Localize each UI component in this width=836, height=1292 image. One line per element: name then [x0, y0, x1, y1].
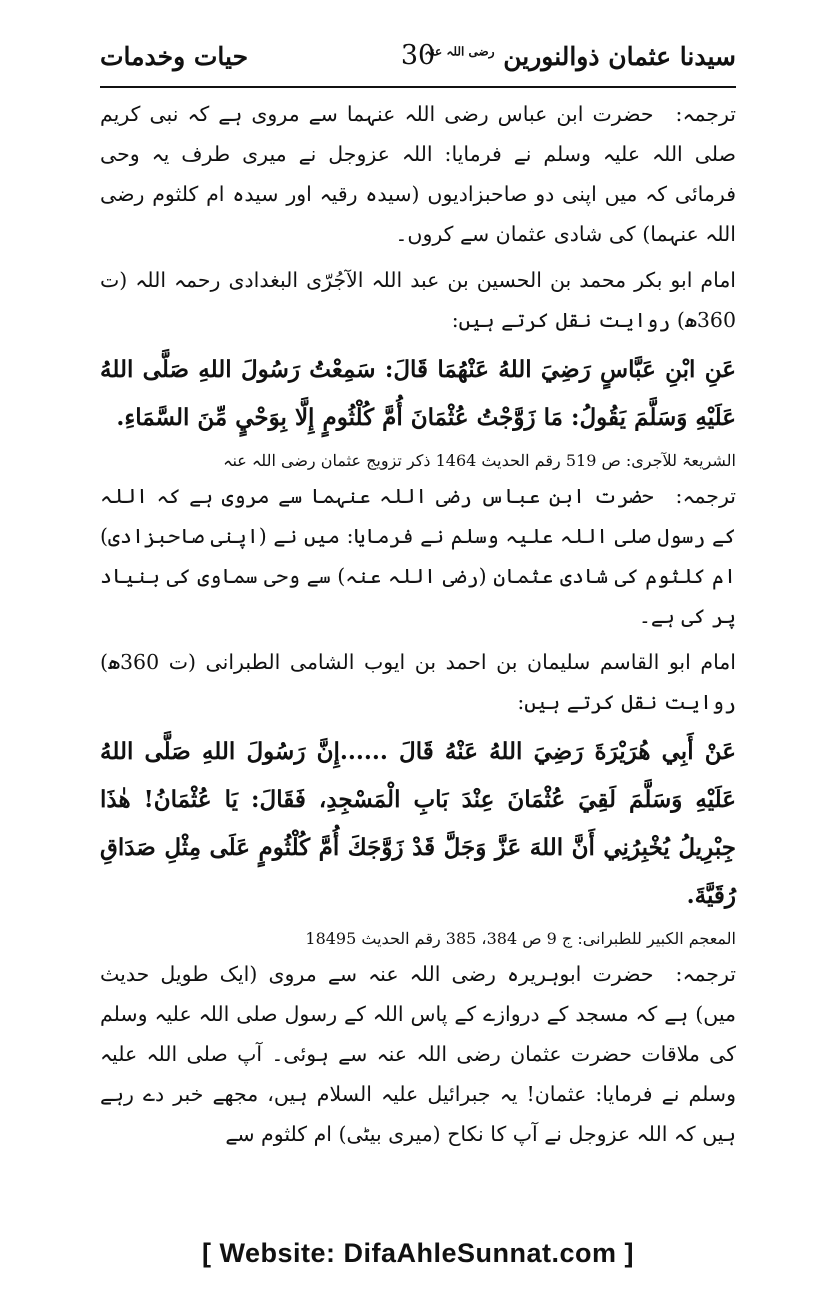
translation-paragraph-2 — [100, 476, 736, 636]
translation-label: ترجمہ: — [675, 102, 736, 126]
section-title: حیات وخدمات — [100, 42, 249, 71]
translation-label: ترجمہ: — [675, 484, 736, 508]
paragraph-text: حضرت ابن عباس رضی اللہ عنہما سے مروی ہے کہ نبی کریم صلی اللہ علیہ وسلم نے فرمایا: اللہ عزوجل نے میری طرف یہ وحی فرمائی کہ میں اپنی دو صاحبزادیوں (سیدہ رقیہ اور سیدہ ام کلثوم رضی اللہ عنہما) کی شادی عثمان سے کروں۔ — [100, 102, 736, 246]
narrator-intro-2: امام ابو القاسم سلیمان بن احمد بن ایوب الشامی الطبرانی (ت 360ھ) روایت نقل کرتے ہیں: — [100, 650, 736, 714]
book-title — [424, 42, 736, 71]
honorific: رضی اللہ عنہ — [424, 44, 495, 59]
source-reference-1: الشریعۃ للآجری: ص 519 رقم الحدیث 1464 ذکر تزویج عثمان رضی اللہ عنہ — [223, 451, 736, 470]
page-content — [100, 94, 736, 1154]
page-header — [100, 38, 736, 82]
translation-paragraph-3 — [100, 954, 736, 1154]
source-reference-2: المعجم الکبیر للطبرانی: ج 9 ص 384، 385 رقم الحدیث 18495 — [305, 929, 736, 948]
narrator-intro-1: امام ابو بکر محمد بن الحسین بن عبد اللہ الآجُرّی البغدادی رحمہ اللہ (ت 360ھ) روایت نقل کرتے ہیں: — [100, 268, 736, 332]
arabic-hadith-2: عَنْ أَبِي هُرَيْرَةَ رَضِيَ اللهُ عَنْهُ قَالَ ......إِنَّ رَسُولَ اللهِ صَلَّى اللهُ عَلَيْهِ وَسَلَّمَ لَقِيَ عُثْمَانَ عِنْدَ بَابِ الْمَسْجِدِ، فَقَالَ: يَا عُثْمَانُ! هٰذَا جِبْرِيلُ يُخْبِرُنِي أَنَّ اللهَ عَزَّ وَجَلَّ قَدْ زَوَّجَكَ أُمَّ كُلْثُومٍ عَلَى مِثْلِ صَدَاقِ رُقَيَّةَ. — [100, 738, 736, 909]
header-divider — [100, 86, 736, 88]
paragraph-text: حضرت ابوہریرہ رضی اللہ عنہ سے مروی (ایک طویل حدیث میں) ہے کہ مسجد کے دروازے کے پاس اللہ کے رسول صلی اللہ علیہ وسلم کی ملاقات حضرت عثمان رضی اللہ عنہ سے ہوئی۔ آپ صلی اللہ علیہ وسلم نے فرمایا: عثمان! یہ جبرائیل علیہ السلام ہیں، مجھے خبر دے رہے ہیں کہ اللہ عزوجل نے آپ کا نکاح (میری بیٹی) ام کلثوم سے — [100, 962, 736, 1146]
page-number: 30 — [400, 40, 436, 71]
translation-paragraph-1 — [100, 94, 736, 254]
paragraph-text: حضرت ابن عباس رضی اللہ عنہما سے مروی ہے کہ اللہ کے رسول صلی اللہ علیہ وسلم نے فرمایا: میں نے (اپنی صاحبزادی) ام کلثوم کی شادی عثمان (رضی اللہ عنہ) سے وحی سماوی کی بنیاد پر کی ہے۔ — [100, 484, 736, 628]
translation-label: ترجمہ: — [675, 962, 736, 986]
website-footer: [ Website: DifaAhleSunnat.com ] — [201, 1238, 635, 1268]
arabic-hadith-1: عَنِ ابْنِ عَبَّاسٍ رَضِيَ اللهُ عَنْهُمَا قَالَ: سَمِعْتُ رَسُولَ اللهِ صَلَّى اللهُ عَلَيْهِ وَسَلَّمَ يَقُولُ: مَا زَوَّجْتُ عُثْمَانَ أُمَّ كُلْثُومٍ إِلَّا بِوَحْيٍ مِّنَ السَّمَاءِ. — [100, 356, 736, 431]
book-title-text: سیدنا عثمان ذوالنورین — [503, 42, 736, 71]
